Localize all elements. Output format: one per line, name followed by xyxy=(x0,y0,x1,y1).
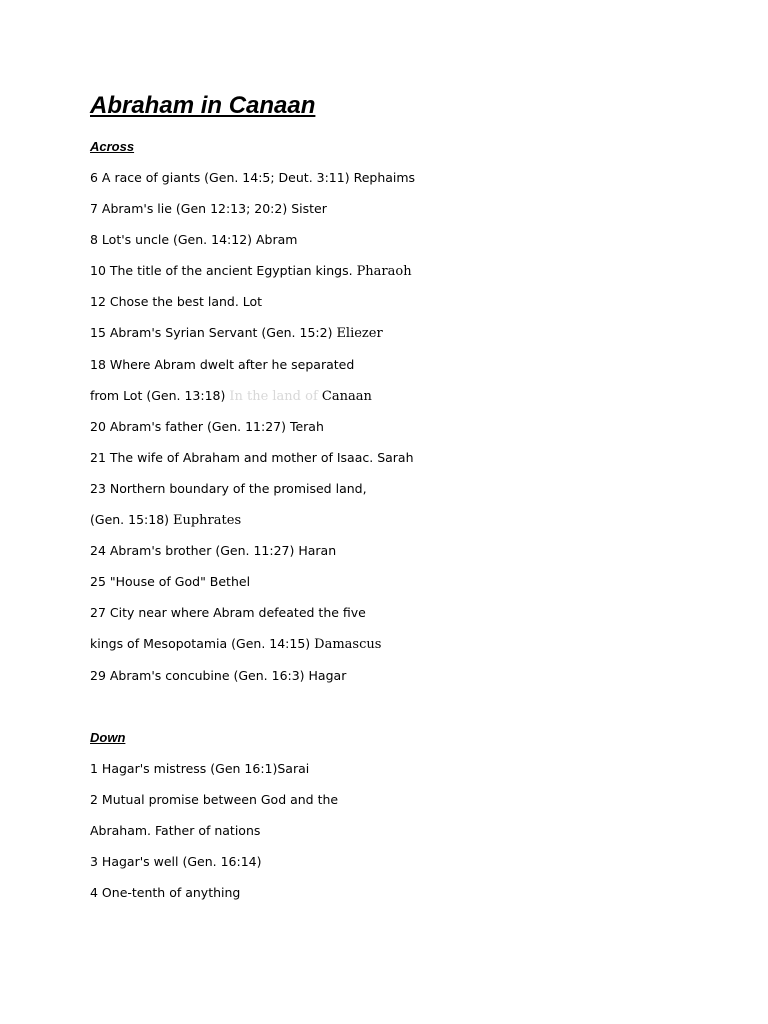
clue-answer: Pharaoh xyxy=(356,264,412,279)
across-clue-25: 25 "House of God" Bethel xyxy=(90,574,251,589)
across-clue-27-cont xyxy=(90,636,381,652)
across-clue-24: 24 Abram's brother (Gen. 11:27) Haran xyxy=(90,543,337,558)
down-clue-4: 4 One-tenth of anything xyxy=(90,885,241,900)
clue-answer: Damascus xyxy=(314,637,382,652)
clue-answer: Canaan xyxy=(321,389,372,404)
down-heading: Down xyxy=(90,730,126,745)
across-clue-18-cont xyxy=(90,388,372,404)
clue-text: 10 The title of the ancient Egyptian kings. xyxy=(90,263,357,278)
across-heading: Across xyxy=(90,139,135,154)
across-clue-7: 7 Abram's lie (Gen 12:13; 20:2) Sister xyxy=(90,201,327,216)
across-clue-18: 18 Where Abram dwelt after he separated xyxy=(90,357,355,372)
across-clue-27: 27 City near where Abram defeated the five xyxy=(90,605,366,620)
across-clue-10 xyxy=(90,263,412,279)
clue-text: from Lot (Gen. 13:18) xyxy=(90,388,230,403)
clue-text: 15 Abram's Syrian Servant (Gen. 15:2) xyxy=(90,325,337,340)
across-clue-23: 23 Northern boundary of the promised land, xyxy=(90,481,367,496)
across-clue-6: 6 A race of giants (Gen. 14:5; Deut. 3:11) Rephaims xyxy=(90,170,416,185)
faint-text: In the land of xyxy=(229,389,322,404)
across-clue-20: 20 Abram's father (Gen. 11:27) Terah xyxy=(90,419,324,434)
clue-answer: Eliezer xyxy=(336,326,383,341)
down-clue-3: 3 Hagar's well (Gen. 16:14) xyxy=(90,854,262,869)
clue-text: kings of Mesopotamia (Gen. 14:15) xyxy=(90,636,315,651)
across-clue-12: 12 Chose the best land. Lot xyxy=(90,294,263,309)
across-clue-29: 29 Abram's concubine (Gen. 16:3) Hagar xyxy=(90,668,347,683)
down-clue-2-cont: Abraham. Father of nations xyxy=(90,823,261,838)
across-clue-23-cont xyxy=(90,512,241,528)
clue-answer: Euphrates xyxy=(173,513,242,528)
across-clue-21: 21 The wife of Abraham and mother of Isaac. Sarah xyxy=(90,450,414,465)
page-title: Abraham in Canaan xyxy=(90,92,316,119)
across-clue-15 xyxy=(90,325,383,341)
down-clue-2: 2 Mutual promise between God and the xyxy=(90,792,339,807)
across-clue-8: 8 Lot's uncle (Gen. 14:12) Abram xyxy=(90,232,298,247)
down-clue-1: 1 Hagar's mistress (Gen 16:1)Sarai xyxy=(90,761,310,776)
clue-text: (Gen. 15:18) xyxy=(90,512,173,527)
